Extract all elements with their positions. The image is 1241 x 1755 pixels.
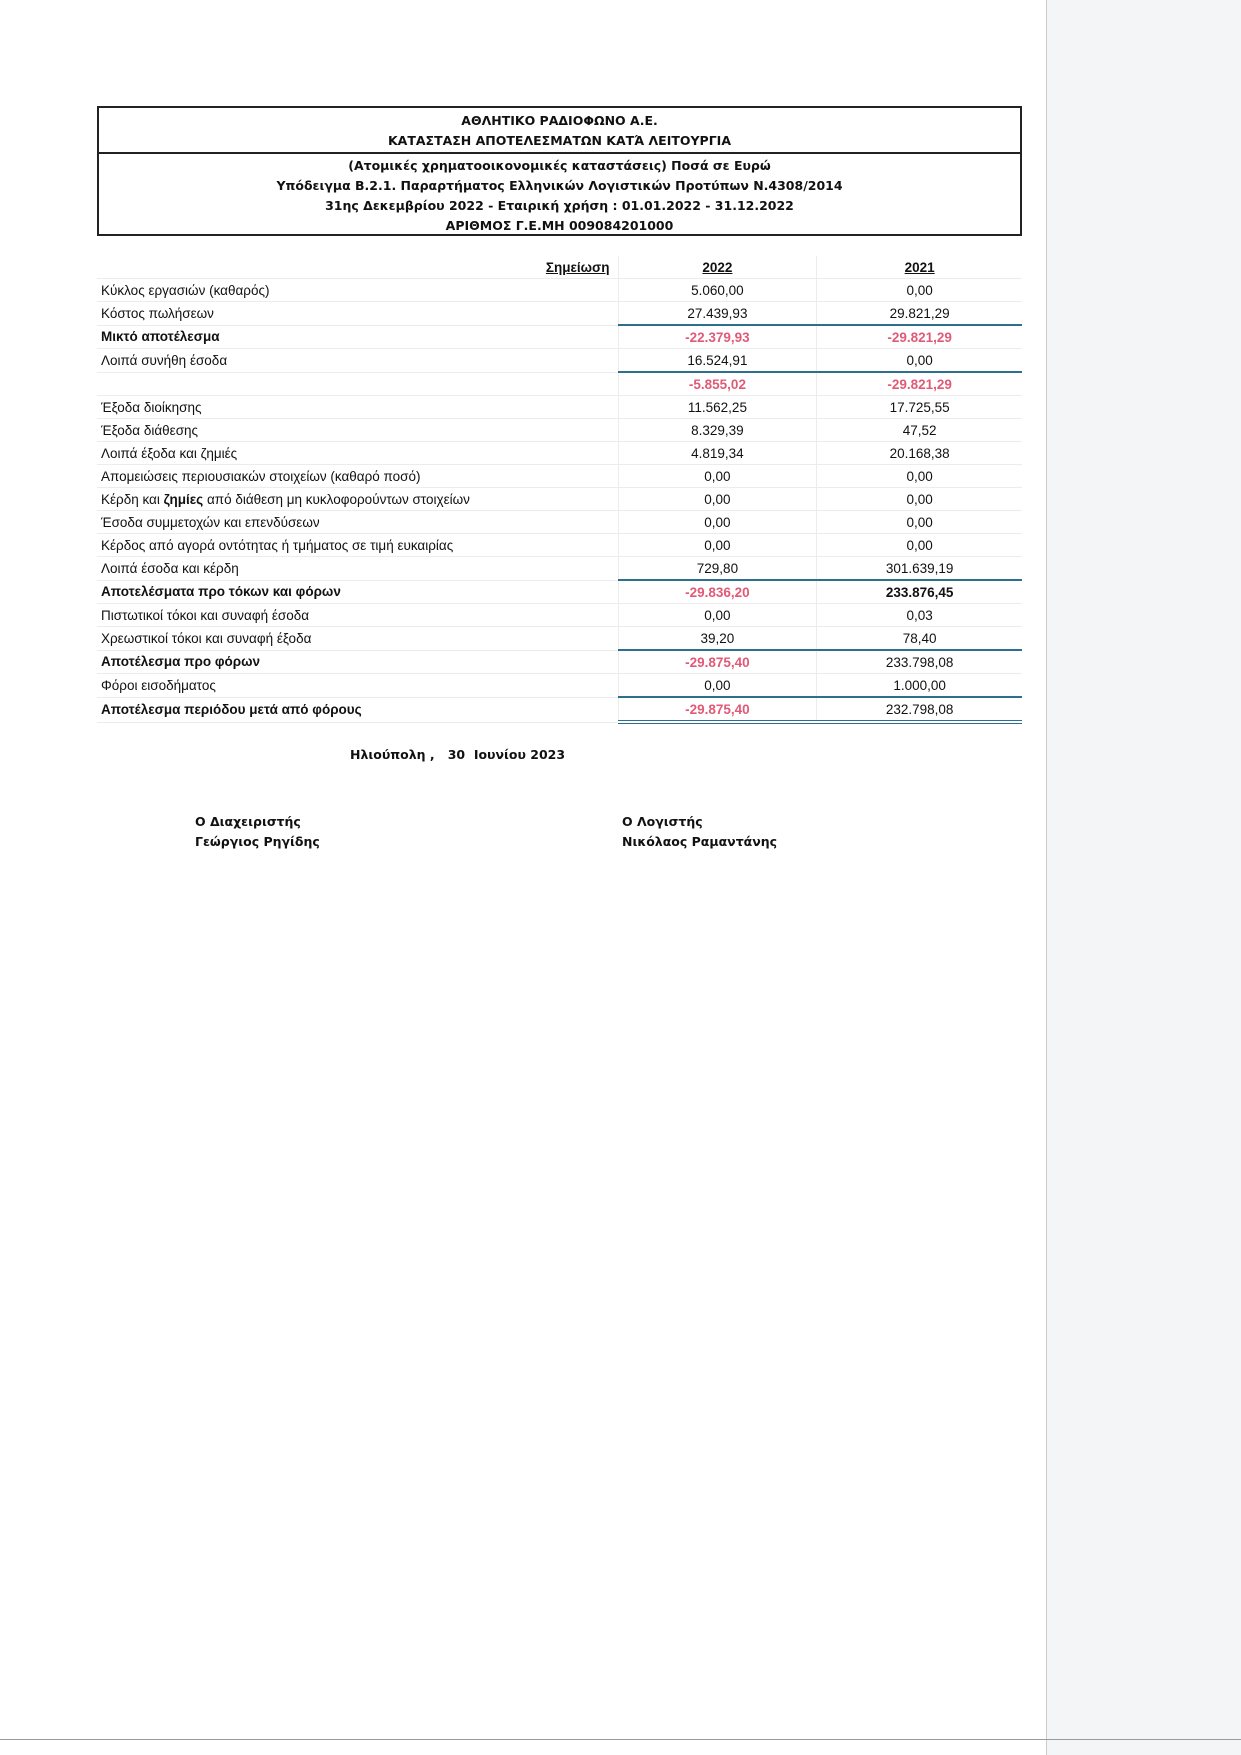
value-2022: -29.836,20	[618, 580, 817, 604]
value-2022: 11.562,25	[618, 396, 817, 419]
row-label: Πιστωτικοί τόκοι και συναφή έσοδα	[97, 604, 538, 627]
table-row	[97, 465, 1022, 488]
year-2022-column-header: 2022	[618, 256, 817, 279]
value-2021: 0,00	[817, 511, 1022, 534]
table-header-row	[97, 256, 1022, 279]
row-label: Μικτό αποτέλεσμα	[97, 325, 538, 349]
value-2022: 27.439,93	[618, 302, 817, 326]
row-label: Κέρδος από αγορά οντότητας ή τμήματος σε τιμή ευκαιρίας	[97, 534, 538, 557]
table-row-subtotal	[97, 372, 1022, 396]
value-2022: 729,80	[618, 557, 817, 581]
row-label: Αποτελέσματα προ τόκων και φόρων	[97, 580, 538, 604]
row-label: Λοιπά έξοδα και ζημιές	[97, 442, 538, 465]
value-2022: 0,00	[618, 511, 817, 534]
table-row-subtotal	[97, 580, 1022, 604]
table-row-subtotal	[97, 325, 1022, 349]
value-2021: 0,00	[817, 279, 1022, 302]
value-2021: 0,00	[817, 465, 1022, 488]
table-row	[97, 396, 1022, 419]
table-row	[97, 511, 1022, 534]
income-statement-table	[97, 256, 1022, 724]
value-2022: 39,20	[618, 627, 817, 651]
value-2021: 233.798,08	[817, 650, 1022, 674]
value-2022: 8.329,39	[618, 419, 817, 442]
value-2022: -5.855,02	[618, 372, 817, 396]
value-2021: -29.821,29	[817, 372, 1022, 396]
value-2021: 1.000,00	[817, 674, 1022, 698]
value-2021: 232.798,08	[817, 697, 1022, 722]
row-label: Αποτέλεσμα περιόδου μετά από φόρους	[97, 697, 538, 722]
date: 30 Ιουνίου 2023	[447, 747, 566, 762]
value-2022: 4.819,34	[618, 442, 817, 465]
table-row	[97, 302, 1022, 326]
value-2022: 16.524,91	[618, 349, 817, 373]
value-2021: 0,03	[817, 604, 1022, 627]
value-2022: 0,00	[618, 465, 817, 488]
value-2022: 0,00	[618, 604, 817, 627]
place-and-date	[350, 747, 565, 762]
value-2021: 29.821,29	[817, 302, 1022, 326]
value-2021: -29.821,29	[817, 325, 1022, 349]
table-row	[97, 557, 1022, 581]
year-2021-column-header: 2021	[817, 256, 1022, 279]
accountant-title: Ο Λογιστής	[622, 814, 703, 829]
table-row	[97, 279, 1022, 302]
table-row-subtotal	[97, 650, 1022, 674]
accounting-standard: Υπόδειγμα Β.2.1. Παραρτήματος Ελληνικών Λογιστικών Προτύπων Ν.4308/2014	[276, 178, 843, 193]
table-row	[97, 604, 1022, 627]
statement-header-box	[97, 106, 1022, 236]
table-row	[97, 534, 1022, 557]
note-column-header: Σημείωση	[538, 256, 618, 279]
table-row	[97, 442, 1022, 465]
value-2021: 20.168,38	[817, 442, 1022, 465]
row-label: Λοιπά έσοδα και κέρδη	[97, 557, 538, 581]
accountant-name: Νικόλαος Ραμαντάνης	[622, 834, 778, 849]
value-2021: 233.876,45	[817, 580, 1022, 604]
label-column-header	[97, 256, 538, 279]
row-label: Λοιπά συνήθη έσοδα	[97, 349, 538, 373]
value-2022: -22.379,93	[618, 325, 817, 349]
company-name: ΑΘΛΗΤΙΚΟ ΡΑΔΙΟΦΩΝΟ Α.Ε.	[461, 113, 658, 128]
value-2021: 0,00	[817, 488, 1022, 511]
row-label: Κόστος πωλήσεων	[97, 302, 538, 326]
value-2021: 78,40	[817, 627, 1022, 651]
row-label: Αποτέλεσμα προ φόρων	[97, 650, 538, 674]
table-row	[97, 349, 1022, 373]
manager-name: Γεώργιος Ρηγίδης	[195, 834, 320, 849]
value-2021: 301.639,19	[817, 557, 1022, 581]
scan-bottom-rule	[0, 1739, 1241, 1740]
row-label: Κέρδη και ζημίες από διάθεση μη κυκλοφορούντων στοιχείων	[97, 488, 538, 511]
value-2022: -29.875,40	[618, 650, 817, 674]
value-2021: 0,00	[817, 349, 1022, 373]
scan-side-strip	[1046, 0, 1241, 1755]
statement-title: ΚΑΤΑΣΤΑΣΗ ΑΠΟΤΕΛΕΣΜΑΤΩΝ ΚΑΤΆ ΛΕΙΤΟΥΡΓΙΑ	[387, 133, 732, 148]
table-row	[97, 674, 1022, 698]
row-label	[97, 372, 538, 396]
row-label: Φόροι εισοδήματος	[97, 674, 538, 698]
table-row-net-result	[97, 697, 1022, 722]
accountant-signature-block	[622, 812, 777, 852]
statement-subtitle: (Ατομικές χρηματοοικονομικές καταστάσεις) Ποσά σε Ευρώ	[348, 158, 771, 173]
row-label: Έσοδα συμμετοχών και επενδύσεων	[97, 511, 538, 534]
value-2022: -29.875,40	[618, 697, 817, 722]
value-2021: 17.725,55	[817, 396, 1022, 419]
value-2022: 0,00	[618, 488, 817, 511]
value-2022: 5.060,00	[618, 279, 817, 302]
table-row	[97, 488, 1022, 511]
row-label: Χρεωστικοί τόκοι και συναφή έξοδα	[97, 627, 538, 651]
manager-signature-block	[195, 812, 320, 852]
table-row	[97, 627, 1022, 651]
value-2022: 0,00	[618, 534, 817, 557]
row-label: Έξοδα διάθεσης	[97, 419, 538, 442]
table-row	[97, 419, 1022, 442]
row-label: Απομειώσεις περιουσιακών στοιχείων (καθαρό ποσό)	[97, 465, 538, 488]
manager-title: Ο Διαχειριστής	[195, 814, 301, 829]
registry-number: ΑΡΙΘΜΟΣ Γ.Ε.ΜΗ 009084201000	[445, 218, 674, 233]
header-divider	[99, 152, 1020, 154]
row-label: Κύκλος εργασιών (καθαρός)	[97, 279, 538, 302]
row-label: Έξοδα διοίκησης	[97, 396, 538, 419]
value-2021: 0,00	[817, 534, 1022, 557]
value-2021: 47,52	[817, 419, 1022, 442]
fiscal-period: 31ης Δεκεμβρίου 2022 - Εταιρική χρήση : 01.01.2022 - 31.12.2022	[325, 198, 794, 213]
value-2022: 0,00	[618, 674, 817, 698]
place: Ηλιούπολη ,	[350, 747, 435, 762]
